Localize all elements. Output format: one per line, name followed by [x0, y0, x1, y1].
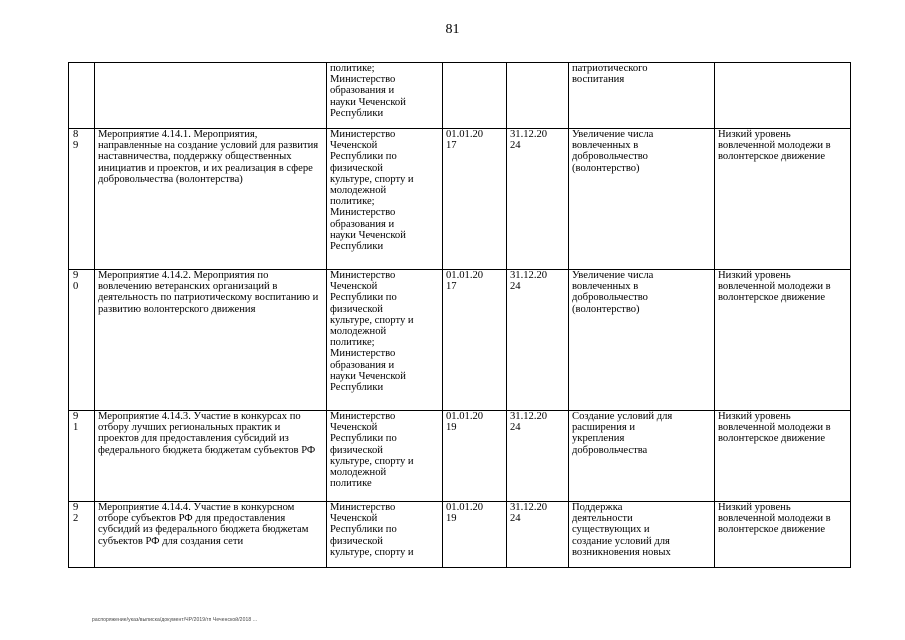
start-date-cell: 01.01.20 19 — [443, 502, 507, 568]
event-cell: Мероприятие 4.14.1. Мероприятия, направленные на создание условий для развития наставничества, поддержку общественных инициатив и проектов, и их реализация в сфере добровольчества (волонтерства) — [95, 129, 327, 270]
start-date-cell — [443, 63, 507, 129]
start-date-cell: 01.01.20 19 — [443, 411, 507, 502]
executor-cell: Министерство Чеченской Республики по физической культуре, спорту и молодежной политике — [327, 411, 443, 502]
table-row — [69, 129, 851, 270]
end-date-cell: 31.12.20 24 — [507, 129, 569, 270]
end-date-cell: 31.12.20 24 — [507, 411, 569, 502]
event-cell: Мероприятие 4.14.4. Участие в конкурсном отборе субъектов РФ для предоставления субсидий из федерального бюджета бюджетам субъектов РФ для создания сети — [95, 502, 327, 568]
table-row — [69, 411, 851, 502]
table-row — [69, 270, 851, 411]
row-number-cell: 8 9 — [69, 129, 95, 270]
event-cell — [95, 63, 327, 129]
start-date-cell: 01.01.20 17 — [443, 129, 507, 270]
event-cell: Мероприятие 4.14.3. Участие в конкурсах по отбору лучших региональных практик и проектов для предоставления субсидий из федерального бюджета бюджетам субъектов РФ — [95, 411, 327, 502]
end-date-cell: 31.12.20 24 — [507, 502, 569, 568]
page-number: 81 — [445, 22, 460, 37]
end-date-cell: 31.12.20 24 — [507, 270, 569, 411]
end-date-cell — [507, 63, 569, 129]
risk-cell — [715, 63, 851, 129]
start-date-cell: 01.01.20 17 — [443, 270, 507, 411]
activities-table — [68, 62, 851, 568]
row-number-cell: 9 0 — [69, 270, 95, 411]
expected-result-cell: Увеличение числа вовлеченных в добровольчество (волонтерство) — [569, 270, 715, 411]
risk-cell: Низкий уровень вовлеченной молодежи в волонтерское движение — [715, 270, 851, 411]
executor-cell: политике; Министерство образования и науки Чеченской Республики — [327, 63, 443, 129]
executor-cell: Министерство Чеченской Республики по физической культуре, спорту и — [327, 502, 443, 568]
executor-cell: Министерство Чеченской Республики по физической культуре, спорту и молодежной политике; Министерство образования и науки Чеченской Республики — [327, 129, 443, 270]
row-number-cell — [69, 63, 95, 129]
row-number-cell: 9 1 — [69, 411, 95, 502]
expected-result-cell: Поддержка деятельности существующих и создание условий для возникновения новых — [569, 502, 715, 568]
footer-text: распоряжение/указ/выписка/документ/ЧР/2019/гп Чеченской/2018 ... — [92, 617, 258, 623]
event-cell: Мероприятие 4.14.2. Мероприятия по вовлечению ветеранских организаций в деятельность по патриотическому воспитанию и развитию волонтерского движения — [95, 270, 327, 411]
table-row — [69, 63, 851, 129]
risk-cell: Низкий уровень вовлеченной молодежи в волонтерское движение — [715, 129, 851, 270]
executor-cell: Министерство Чеченской Республики по физической культуре, спорту и молодежной политике; Министерство образования и науки Чеченской Республики — [327, 270, 443, 411]
risk-cell: Низкий уровень вовлеченной молодежи в волонтерское движение — [715, 502, 851, 568]
table-row — [69, 502, 851, 568]
expected-result-cell: патриотического воспитания — [569, 63, 715, 129]
risk-cell: Низкий уровень вовлеченной молодежи в волонтерское движение — [715, 411, 851, 502]
row-number-cell: 9 2 — [69, 502, 95, 568]
expected-result-cell: Создание условий для расширения и укрепления добровольчества — [569, 411, 715, 502]
expected-result-cell: Увеличение числа вовлеченных в добровольчество (волонтерство) — [569, 129, 715, 270]
